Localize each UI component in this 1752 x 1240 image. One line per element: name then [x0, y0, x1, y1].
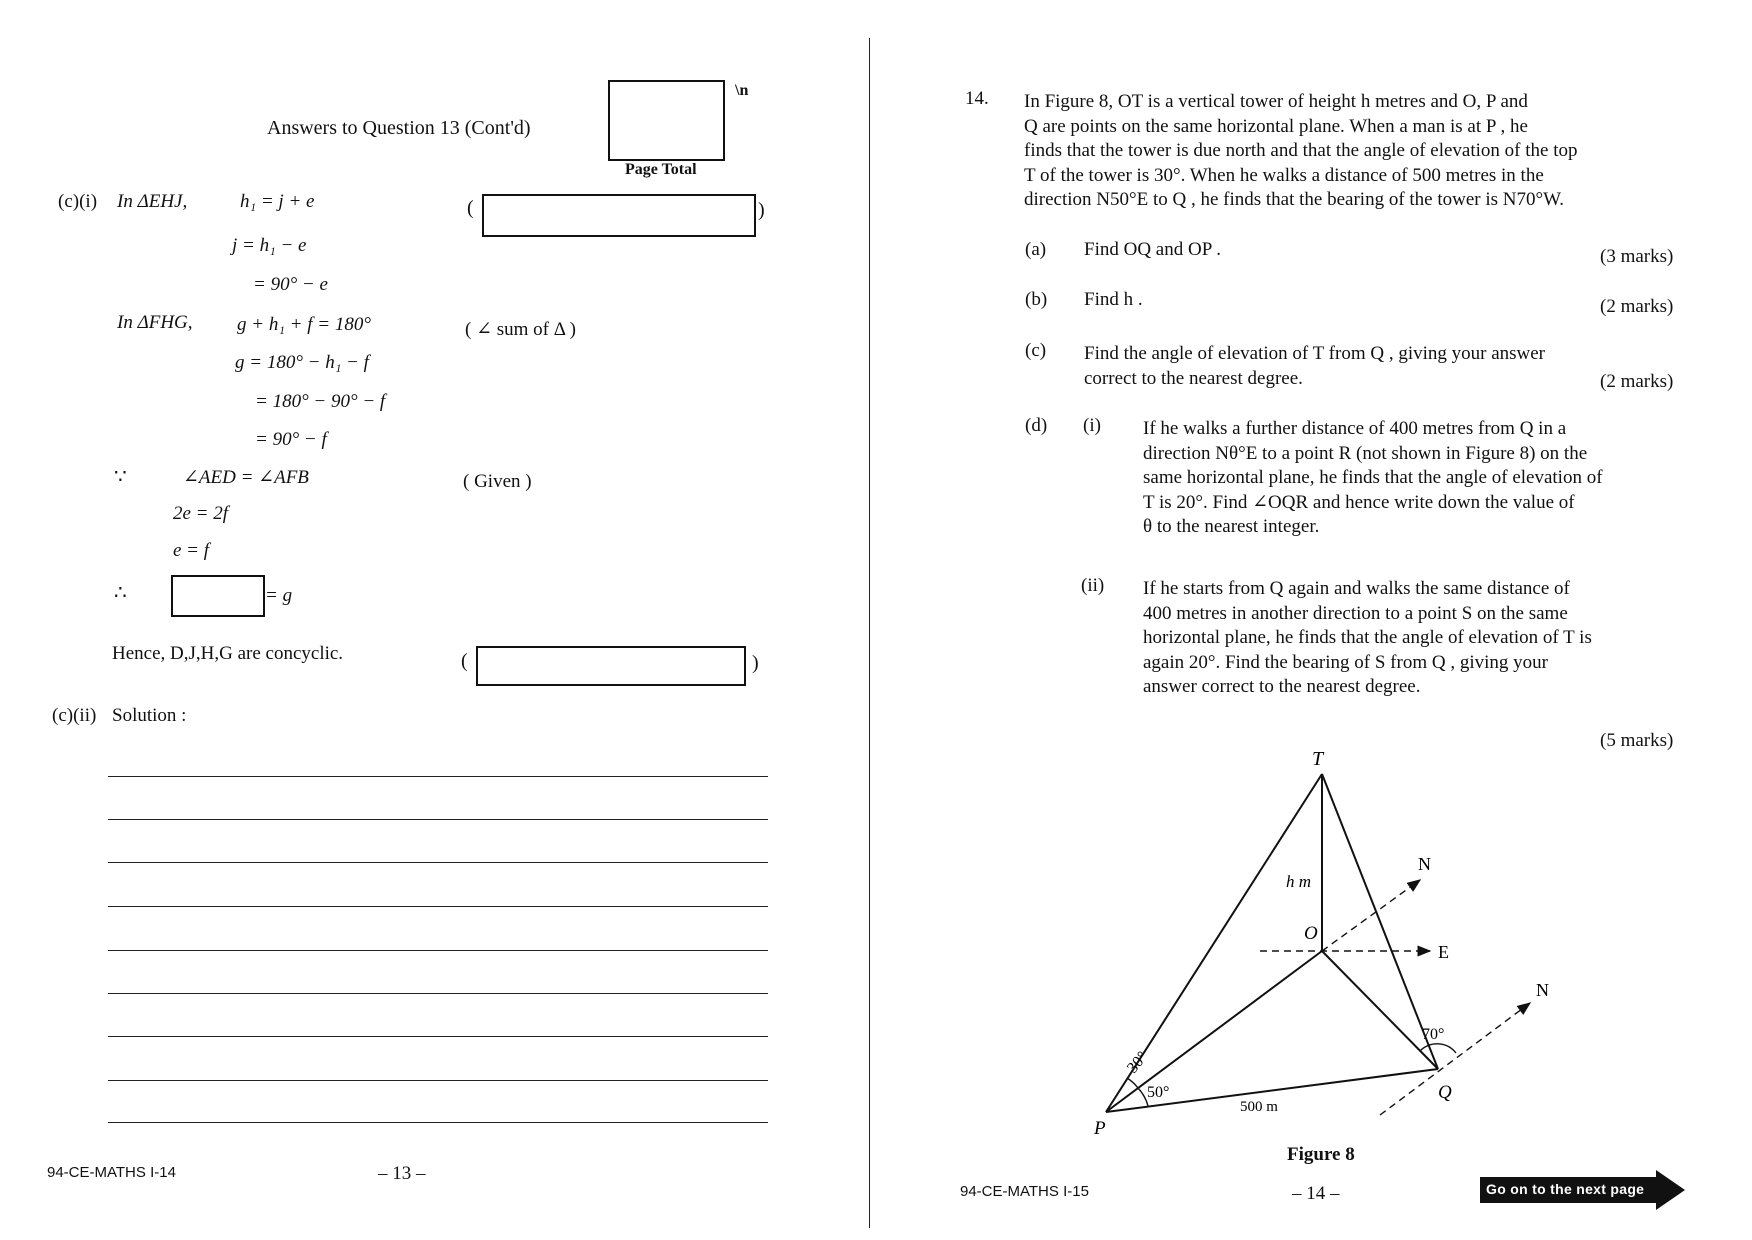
- line-9: 2e = 2f: [173, 503, 229, 524]
- question-intro: [1024, 90, 1578, 213]
- part-d-ii-label: (ii): [1081, 575, 1105, 596]
- line-7: = 90° − f: [255, 429, 327, 450]
- line-1: h₁ = j + e: [240, 191, 315, 212]
- line-6: = 180° − 90° − f: [255, 391, 386, 412]
- edge-TQ: [1322, 774, 1438, 1069]
- part-a-text: Find OQ and OP .: [1084, 239, 1222, 260]
- part-c-label: (c): [1025, 340, 1047, 361]
- part-d-i-line: T is 20°. Find ∠OQR and hence write down the value of: [1143, 491, 1575, 513]
- part-d-marks: (5 marks): [1600, 730, 1674, 751]
- label-T: T: [1312, 748, 1324, 770]
- figure-8-diagram: [1040, 740, 1600, 1140]
- page-divider: [869, 38, 870, 1228]
- answer-line[interactable]: [108, 950, 768, 951]
- part-b-label: (b): [1025, 289, 1048, 310]
- part-d-ii-line: horizontal plane, he finds that the angle of elevation of T is: [1143, 627, 1592, 648]
- part-b-marks: (2 marks): [1600, 296, 1674, 317]
- answer-box-1[interactable]: [482, 194, 756, 237]
- part-d-i-text: [1143, 417, 1603, 540]
- part-c-line: Find the angle of elevation of T from Q , giving your answer: [1084, 343, 1546, 364]
- answer-line[interactable]: [108, 776, 768, 777]
- right-footer-code: 94-CE-MATHS I-15: [960, 1183, 1089, 1200]
- part-a-marks: (3 marks): [1600, 246, 1674, 267]
- answer-box-2[interactable]: [171, 575, 265, 617]
- next-page-button[interactable]: [1480, 1170, 1685, 1210]
- paren-open-2: (: [461, 650, 468, 672]
- figure-caption: Figure 8: [1287, 1144, 1355, 1165]
- label-hm: h m: [1286, 872, 1312, 891]
- left-page-number: – 13 –: [378, 1163, 426, 1184]
- line-2: j = h₁ − e: [232, 235, 307, 256]
- angle-sum-reason: ( ∠ sum of Δ ): [465, 319, 576, 340]
- line-8: ∠AED = ∠AFB: [183, 467, 309, 488]
- because-symbol: ∵: [114, 466, 127, 488]
- part-c-text: [1084, 342, 1545, 391]
- answer-box-3[interactable]: [476, 646, 746, 686]
- part-d-ii-line: If he starts from Q again and walks the same distance of: [1143, 578, 1570, 599]
- part-d-ii-line: answer correct to the nearest degree.: [1143, 676, 1421, 697]
- intro-line: T of the tower is 30°. When he walks a distance of 500 metres in the: [1024, 164, 1544, 186]
- label-30deg: 30°: [1124, 1048, 1152, 1077]
- given-reason: ( Given ): [463, 471, 532, 492]
- part-b-text: Find h .: [1084, 289, 1143, 310]
- answer-line[interactable]: [108, 1122, 768, 1123]
- answer-line[interactable]: [108, 1036, 768, 1037]
- label-70deg: 70°: [1422, 1026, 1445, 1043]
- right-page-number: – 14 –: [1292, 1183, 1340, 1204]
- label-N1: N: [1418, 854, 1431, 874]
- answer-line[interactable]: [108, 906, 768, 907]
- north-arrow-1: [1322, 880, 1420, 951]
- intro-line: In Figure 8, OT is a vertical tower of height h metres and O, P and: [1024, 91, 1528, 112]
- label-O: O: [1304, 923, 1318, 944]
- answer-line[interactable]: [108, 1080, 768, 1081]
- solution-label: Solution :: [112, 705, 187, 726]
- left-footer-code: 94-CE-MATHS I-14: [47, 1164, 176, 1181]
- part-c-ii-label: (c)(ii): [52, 705, 97, 726]
- line-5: g = 180° − h₁ − f: [235, 352, 369, 373]
- part-c-marks: (2 marks): [1600, 371, 1674, 392]
- page-total-box[interactable]: [608, 80, 725, 161]
- paren-open-1: (: [467, 197, 474, 219]
- intro-line: finds that the tower is due north and that the angle of elevation of the top: [1024, 140, 1578, 161]
- label-50deg: 50°: [1147, 1084, 1170, 1101]
- label-P: P: [1094, 1118, 1106, 1139]
- paren-close-2: ): [752, 652, 759, 674]
- part-d-ii-text: [1143, 577, 1592, 700]
- answer-line[interactable]: [108, 862, 768, 863]
- label-E: E: [1438, 942, 1449, 962]
- line-4: g + h₁ + f = 180°: [237, 314, 371, 335]
- part-d-i-line: θ to the nearest integer.: [1143, 516, 1320, 537]
- concyclic-statement: Hence, D,J,H,G are concyclic.: [112, 643, 344, 664]
- label-Q: Q: [1438, 1082, 1452, 1103]
- page-total-label: Page Total: [625, 161, 697, 178]
- answer-line[interactable]: [108, 993, 768, 994]
- label-500m: 500 m: [1240, 1099, 1278, 1115]
- arc-70: [1420, 1044, 1456, 1053]
- line-1-prefix: In ΔEHJ,: [117, 191, 188, 212]
- therefore-symbol: ∴: [114, 582, 127, 604]
- line-3: = 90° − e: [253, 274, 328, 295]
- arc-30: [1127, 1078, 1138, 1088]
- part-a-label: (a): [1025, 239, 1047, 260]
- question-number: 14.: [965, 88, 989, 109]
- intro-line: direction N50°E to Q , he finds that the bearing of the tower is N70°W.: [1024, 189, 1565, 210]
- part-d-i-line: same horizontal plane, he finds that the angle of elevation of: [1143, 467, 1603, 488]
- part-d-i-line: direction Nθ°E to a point R (not shown in Figure 8) on the: [1143, 442, 1588, 464]
- part-d-ii-line: again 20°. Find the bearing of S from Q , giving your: [1143, 651, 1548, 673]
- intro-line: Q are points on the same horizontal plane. When a man is at P , he: [1024, 115, 1528, 137]
- part-d-label: (d): [1025, 415, 1048, 436]
- line-10: e = f: [173, 540, 210, 561]
- page-total-mark: \n: [735, 82, 749, 99]
- part-d-ii-line: 400 metres in another direction to a point S on the same: [1143, 602, 1568, 624]
- part-c-line: correct to the nearest degree.: [1084, 367, 1303, 389]
- answer-line[interactable]: [108, 819, 768, 820]
- paren-close-1: ): [758, 199, 765, 221]
- part-d-i-line: If he walks a further distance of 400 metres from Q in a: [1143, 418, 1567, 439]
- label-N2: N: [1536, 980, 1549, 1000]
- part-d-i-label: (i): [1083, 415, 1101, 436]
- part-c-i-label: (c)(i): [58, 191, 98, 212]
- line-4-prefix: In ΔFHG,: [117, 312, 193, 333]
- line-11-suffix: = g: [265, 585, 293, 606]
- answers-title: Answers to Question 13 (Cont'd): [267, 117, 531, 139]
- north-arrow-2: [1380, 1003, 1530, 1115]
- next-page-label: Go on to the next page: [1486, 1181, 1645, 1197]
